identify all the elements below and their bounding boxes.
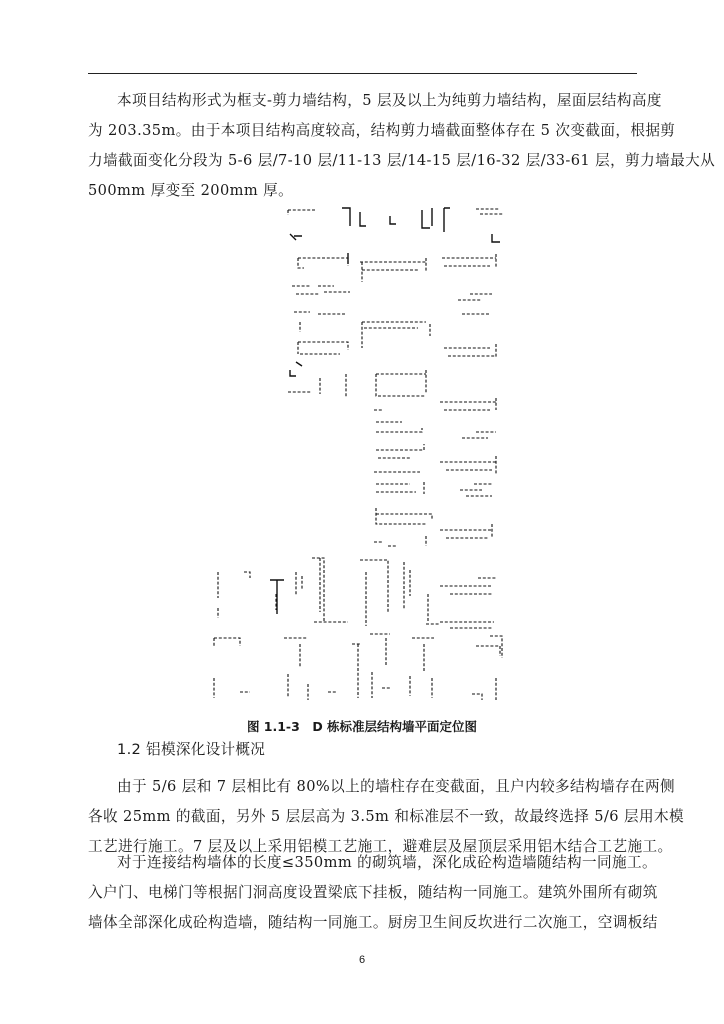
text-line: 为 203.35m。由于本项目结构高度较高，结构剪力墙截面整体存在 5 次变截面，根据剪 [88, 122, 676, 139]
text-line: 500mm 厚变至 200mm 厚。 [88, 182, 294, 199]
section-heading: 1.2 铝模深化设计概况 [117, 741, 266, 758]
text-line: 各收 25mm 的截面，另外 5 层层高为 3.5m 和标准层不一致，故最终选择 5/6 层用木模 [88, 808, 684, 825]
text-line: 工艺进行施工。7 层及以上采用铝模工艺施工，避难层及屋顶层采用铝木结合工艺施工。 [88, 838, 673, 855]
right-side-units [440, 254, 500, 656]
central-core [360, 258, 432, 546]
paragraph-structure-overview [88, 86, 716, 206]
text-line: 由于 5/6 层和 7 层相比有 80%以上的墙柱存在变截面，且户内较多结构墙存在两侧 [117, 778, 676, 795]
text-line: 力墙截面变化分段为 5-6 层/7-10 层/11-13 层/14-15 层/16-32 层/33-61 层，剪力墙最大从 [88, 152, 716, 169]
top-walls [288, 208, 504, 242]
text-line: 本项目结构形式为框支-剪力墙结构，5 层及以上为纯剪力墙结构，屋面层结构高度 [117, 92, 662, 109]
upper-left-unit [288, 253, 350, 398]
header-rule [88, 73, 637, 74]
paragraph-masonry-walls [88, 848, 658, 938]
lower-block [214, 558, 502, 700]
text-line: 对于连接结构墙体的长度≤350mm 的砌筑墙，深化成砼构造墙随结构一同施工。 [117, 854, 658, 871]
page-number: 6 [358, 954, 366, 966]
text-line: 入户门、电梯门等根据门洞高度设置梁底下挂板，随结构一同施工。建筑外围所有砌筑 [88, 884, 658, 901]
floor-plan-figure [200, 198, 530, 713]
text-line: 墙体全部深化成砼构造墙，随结构一同施工。厨房卫生间反坎进行二次施工，空调板结 [88, 914, 658, 931]
figure-caption: 图 1.1-3 D 栋标准层结构墙平面定位图 [246, 719, 478, 734]
